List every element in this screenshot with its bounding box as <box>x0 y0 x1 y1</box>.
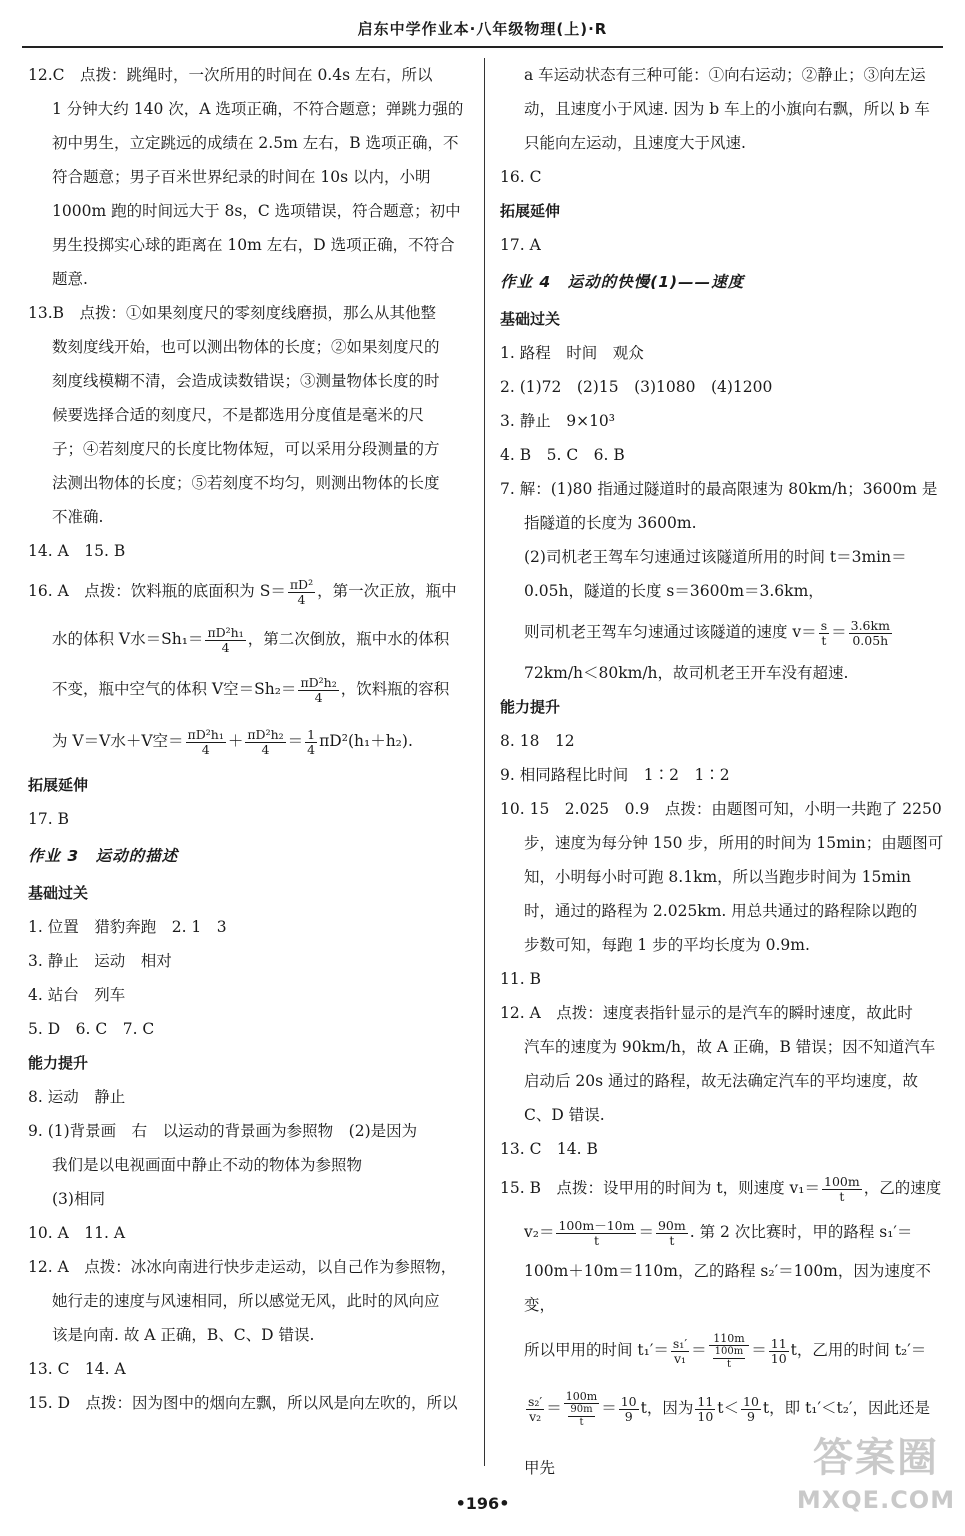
answer-line: 5. D 6. C 7. C <box>28 1020 155 1038</box>
watermark-logo-text: 答案圈 <box>813 1435 939 1481</box>
answer-15-line: $\frac{\text{s₂′}}{\text{v₂}}$ ＝ $\frac{100m}{\frac{90m}{t}}$ ＝ $\frac{10}{9}$ t，因为 $\frac{11}{10}$ t＜ $\frac{10}{9}$ t，即 t₁′＜t₂′，因此还是甲先 <box>524 1389 931 1477</box>
answer-17: 17. A <box>500 236 541 254</box>
header-rule <box>22 46 943 48</box>
column-divider <box>484 58 485 1466</box>
fraction: $\frac{3.6km}{0.05h}$ <box>850 617 890 648</box>
fraction: $\frac{100m}{t}$ <box>824 1173 860 1204</box>
answer-12-line: 1 分钟大约 140 次，A 选项正确，不符合题意；弹跳力强的 <box>52 100 464 118</box>
section-ability: 能力提升 <box>28 1054 89 1072</box>
section-ability: 能力提升 <box>500 698 561 716</box>
right-column <box>500 58 944 1498</box>
fraction: $\frac{\text{s₂′}}{\text{v₂}}$ <box>528 1393 543 1424</box>
answer-line: 13. C 14. A <box>28 1360 126 1378</box>
page-header: 启东中学作业本·八年级物理(上)·R <box>357 20 608 38</box>
answer-line: 9. (1)背景画 右 以运动的背景画为参照物 (2)是因为 <box>28 1122 418 1140</box>
fraction: $\frac{\text{πD²}}{4}$ <box>289 576 314 607</box>
fraction: $\frac{10}{9}$ <box>620 1393 637 1424</box>
fraction: $\frac{1}{4}$ <box>307 726 316 757</box>
answer-line: 2. (1)72 (2)15 (3)1080 (4)1200 <box>500 378 773 396</box>
answer-line: 1. 路程 时间 观众 <box>500 344 644 362</box>
answer-line: 该是向南. 故 A 正确，B、C、D 错误. <box>52 1326 315 1344</box>
fraction: $\frac{90m}{t}$ <box>657 1217 686 1248</box>
answer-12-line: 12. A 点拨：速度表指针显示的是汽车的瞬时速度，故此时 <box>500 1004 913 1022</box>
answer-10-line: 步数可知，每跑 1 步的平均长度为 0.9m. <box>524 936 810 954</box>
answer-13-line: 不准确. <box>52 508 104 526</box>
answer-10-line: 时，通过的路程为 2.025km. 用总共通过的路程除以跑的 <box>524 902 918 920</box>
answer-line: 我们是以电视画面中静止不动的物体为参照物 <box>52 1156 363 1174</box>
watermark-url: MXQE.COM <box>796 1486 956 1514</box>
answer-12-line: 1000m 跑的时间远大于 8s，C 选项错误，符合题意；初中 <box>52 202 461 220</box>
answer-line: 8. 运动 静止 <box>28 1088 126 1106</box>
answer-line: 1. 位置 猎豹奔跑 2. 1 3 <box>28 918 227 936</box>
answer-16-line: 不变，瓶中空气的体积 V空＝Sh₂＝ $\frac{\text{πD²h₂}}{4}$ ，饮料瓶的容积 <box>52 674 450 705</box>
fraction: $\frac{\text{πD²h₂}}{4}$ <box>247 726 284 757</box>
page-number: •196• <box>455 1494 510 1513</box>
answer-line: 12. A 点拨：冰冰向南进行快步走运动，以自己作为参照物， <box>28 1258 457 1276</box>
answer-7-line: 7. 解：(1)80 指通过隧道时的最高限速为 80km/h；3600m 是 <box>500 480 938 498</box>
answer-7-line: 则司机老王驾车匀速通过该隧道的速度 v＝ $\frac{s}{t}$ ＝ $\frac{3.6km}{0.05h}$ <box>524 617 890 648</box>
answer-7-line: 指隧道的长度为 3600m. <box>524 514 697 532</box>
watermark-logo <box>796 1432 956 1532</box>
answer-17: 17. B <box>28 810 69 828</box>
answer-15-line: 100m＋10m＝110m，乙的路程 s₂′＝100m，因为速度不变， <box>524 1262 931 1314</box>
answer-line: 8. 18 12 <box>500 732 575 750</box>
answer-16: 16. C <box>500 168 542 186</box>
answer-line: 9. 相同路程比时间 1∶2 1∶2 <box>500 766 730 784</box>
answer-10-line: 知，小明每小时可跑 8.1km，所以当跑步时间为 15min <box>524 868 911 886</box>
answer-line: 4. 站台 列车 <box>28 986 126 1004</box>
answer-line: 15. D 点拨：因为图中的烟向左飘，所以风是向左吹的，所以 <box>28 1394 458 1412</box>
answer-12-line: 汽车的速度为 90km/h，故 A 正确，B 错误；因不知道汽车 <box>524 1038 936 1056</box>
answer-13-line: 子；④若刻度尺的长度比物体短，可以采用分段测量的方 <box>52 440 440 458</box>
fraction: $\frac{\text{πD²h₂}}{4}$ <box>300 674 337 705</box>
answer-12-line: 题意. <box>52 270 88 288</box>
answer-13-line: 13.B 点拨：①如果刻度尺的零刻度线磨损，那么从其他整 <box>28 304 437 322</box>
answer-11: 11. B <box>500 970 541 988</box>
fraction: $\frac{100m-10m}{t}$ <box>558 1217 635 1248</box>
fraction: $\frac{11}{10}$ <box>770 1335 787 1366</box>
answer-13-14: 13. C 14. B <box>500 1140 598 1158</box>
answer-7-line: (2)司机老王驾车匀速通过该隧道所用的时间 t＝3min＝ <box>524 548 907 566</box>
answer-15-line: v₂＝ $\frac{100m-10m}{t}$ ＝ $\frac{90m}{t}$ . 第 2 次比赛时，甲的路程 s₁′＝ <box>524 1217 913 1248</box>
answer-line: 她行走的速度与风速相同，所以感觉无风，此时的风向应 <box>52 1292 440 1310</box>
nested-fraction: $\frac{110m}{\frac{100m}{t}}$ <box>709 1332 750 1371</box>
answer-16-line: 水的体积 V水＝Sh₁＝ $\frac{\text{πD²h₁}}{4}$ ，第二次倒放，瓶中水的体积 <box>52 624 450 655</box>
answer-line: 3. 静止 9×10³ <box>500 412 616 430</box>
fraction: $\frac{11}{10}$ <box>697 1393 714 1424</box>
answer-13-line: 刻度线模糊不清，会造成读数错误；③测量物体长度的时 <box>52 372 440 390</box>
answer-line: 动，且速度小于风速. 因为 b 车上的小旗向右飘，所以 b 车 <box>524 100 930 118</box>
answer-15-line: 所以甲用的时间 t₁′＝ $\frac{\text{s₁′}}{\text{v₁}}$ ＝ $\frac{110m}{\frac{100m}{t}}$ ＝ $\frac{11}{10}$ t，乙用的时间 t₂′＝ <box>524 1331 927 1370</box>
answer-line: 3. 静止 运动 相对 <box>28 952 172 970</box>
answer-16-line: 为 V＝V水＋V空＝ $\frac{\text{πD²h₁}}{4}$ ＋ $\frac{\text{πD²h₂}}{4}$ ＝ $\frac{1}{4}$ πD²(h₁＋h₂). <box>52 726 413 757</box>
section-basic: 基础过关 <box>28 884 89 902</box>
answer-13-line: 数刻度线开始，也可以测出物体的长度；②如果刻度尺的 <box>52 338 440 356</box>
fraction: $\frac{\text{πD²h₁}}{4}$ <box>187 726 224 757</box>
answer-7-line: 0.05h，隧道的长度 s＝3600m＝3.6km， <box>524 582 824 600</box>
answer-12-line: C、D 错误. <box>524 1106 605 1124</box>
left-column <box>28 58 468 1420</box>
answer-12-line: 符合题意；男子百米世界纪录的时间在 10s 以内，小明 <box>52 168 431 186</box>
fraction: $\frac{\text{πD²h₁}}{4}$ <box>207 624 244 655</box>
answer-12-line: 男生投掷实心球的距离在 10m 左右，D 选项正确，不符合 <box>52 236 455 254</box>
section-basic: 基础过关 <box>500 310 561 328</box>
answer-12-line: 12.C 点拨：跳绳时，一次所用的时间在 0.4s 左右，所以 <box>28 66 433 84</box>
answer-line: 只能向左运动，且速度大于风速. <box>524 134 746 152</box>
section-extension: 拓展延伸 <box>28 776 89 794</box>
answer-line: a 车运动状态有三种可能：①向右运动；②静止；③向左运 <box>524 66 926 84</box>
answer-7-line: 72km/h＜80km/h，故司机老王开车没有超速. <box>524 664 849 682</box>
answer-13-line: 候要选择合适的刻度尺，不是都选用分度值是毫米的尺 <box>52 406 425 424</box>
answer-line: (3)相同 <box>52 1190 105 1208</box>
fraction: $\frac{s}{t}$ <box>820 617 828 648</box>
fraction: $\frac{\text{s₁′}}{\text{v₁}}$ <box>672 1335 688 1366</box>
fraction: $\frac{10}{9}$ <box>743 1393 759 1424</box>
answer-10-line: 10. 15 2.025 0.9 点拨：由题图可知，小明一共跑了 2250 <box>500 800 942 818</box>
answer-line: 4. B 5. C 6. B <box>500 446 625 464</box>
answer-12-line: 初中男生，立定跳远的成绩在 2.5m 左右，B 选项正确，不 <box>52 134 459 152</box>
answer-15-line: 15. B 点拨：设甲用的时间为 t，则速度 v₁＝ $\frac{100m}{t}$ ，乙的速度 <box>500 1173 942 1204</box>
homework-3-title: 作业 3 运动的描述 <box>28 847 179 865</box>
answer-line: 10. A 11. A <box>28 1224 126 1242</box>
answer-12-line: 启动后 20s 通过的路程，故无法确定汽车的平均速度，故 <box>524 1072 919 1090</box>
answer-10-line: 步，速度为每分钟 150 步，所用的时间为 15min；由题图可 <box>524 834 944 852</box>
section-extension: 拓展延伸 <box>500 202 561 220</box>
answer-16-line: 16. A 点拨：饮料瓶的底面积为 S＝ $\frac{\text{πD²}}{4}$ ，第一次正放，瓶中 <box>28 576 457 607</box>
answer-14-15: 14. A 15. B <box>28 542 126 560</box>
answer-13-line: 法测出物体的长度；⑤若刻度不均匀，则测出物体的长度 <box>52 474 440 492</box>
homework-4-title: 作业 4 运动的快慢(1)——速度 <box>500 273 745 291</box>
nested-fraction: $\frac{100m}{\frac{90m}{t}}$ <box>565 1389 598 1428</box>
